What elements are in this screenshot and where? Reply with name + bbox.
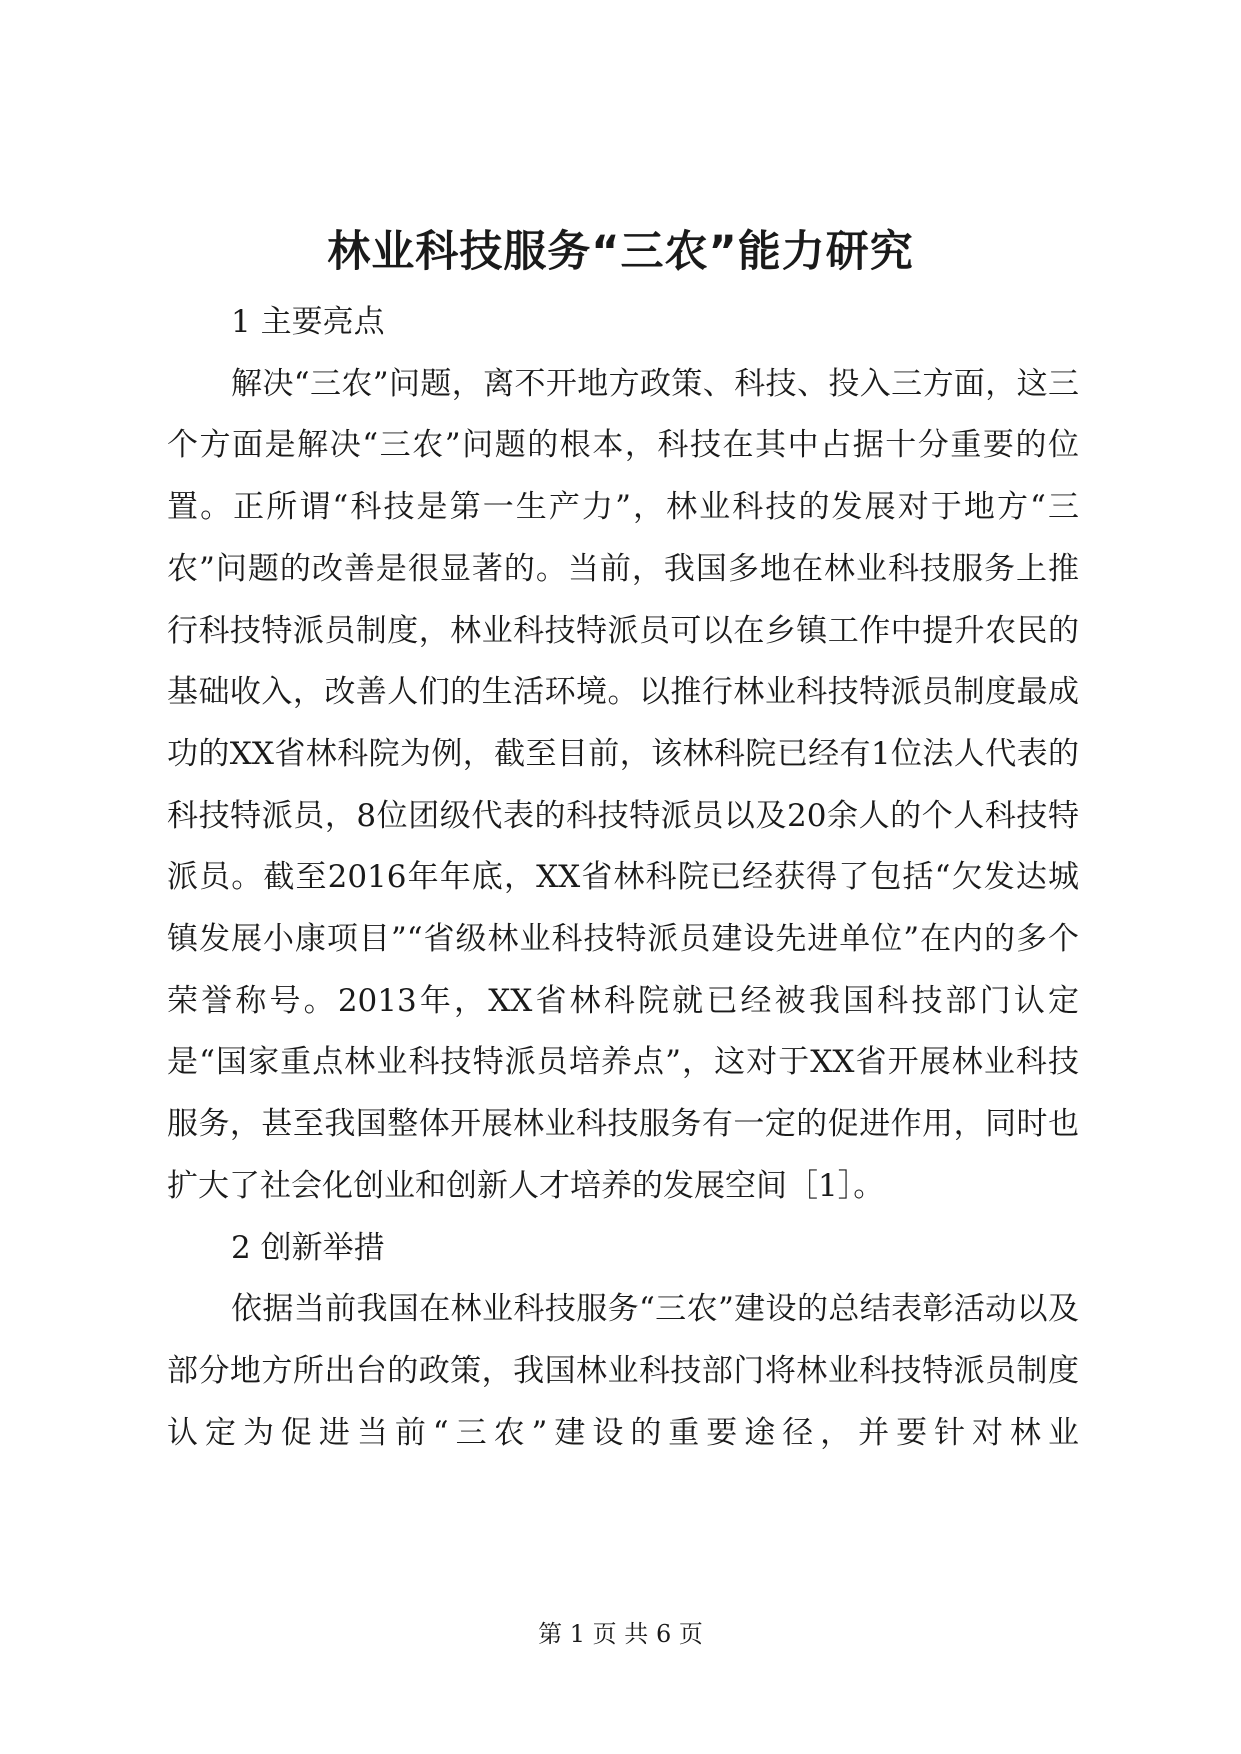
document-title: 林业科技服务“三农”能力研究 xyxy=(327,227,914,277)
document-body xyxy=(167,292,1079,1464)
page-footer: 第 1 页 共 6 页 xyxy=(538,1620,703,1648)
section-heading-2: 2 创新举措 xyxy=(231,1229,385,1266)
section-heading-1: 1 主要亮点 xyxy=(231,304,385,340)
section-1-paragraph-1: 解决“三农”问题，离不开地方政策、科技、投入三方面，这三个方面是解决“三农”问题的根本，科技在其中占据十分重要的位置。正所谓“科技是第一生产力”，林业科技的发展对于地方“三农”问题的改善是很显著的。当前，我国多地在林业科技服务上推行科技特派员制度，林业科技特派员可以在乡镇工作中提升农民的基础收入，改善人们的生活环境。以推行林业科技特派员制度最成功的XX省林科院为例，截至目前，该林科院已经有1位法人代表的科技特派员，8位团级代表的科技特派员以及20余人的个人科技特派员。截至2016年年底，XX省林科院已经获得了包括“欠发达城镇发展小康项目”“省级林业科技特派员建设先进单位”在内的多个荣誉称号。2013年，XX省林科院就已经被我国科技部门认定是“国家重点林业科技特派员培养点”，这对于XX省开展林业科技服务，甚至我国整体开展林业科技服务有一定的促进作用，同时也扩大了社会化创业和创新人才培养的发展空间［1］。 xyxy=(167,365,1079,1204)
section-2-paragraph-1: 依据当前我国在林业科技服务“三农”建设的总结表彰活动以及部分地方所出台的政策，我国林业科技部门将林业科技特派员制度认定为促进当前“三农”建设的重要途径，并要针对林业 xyxy=(167,1291,1079,1451)
